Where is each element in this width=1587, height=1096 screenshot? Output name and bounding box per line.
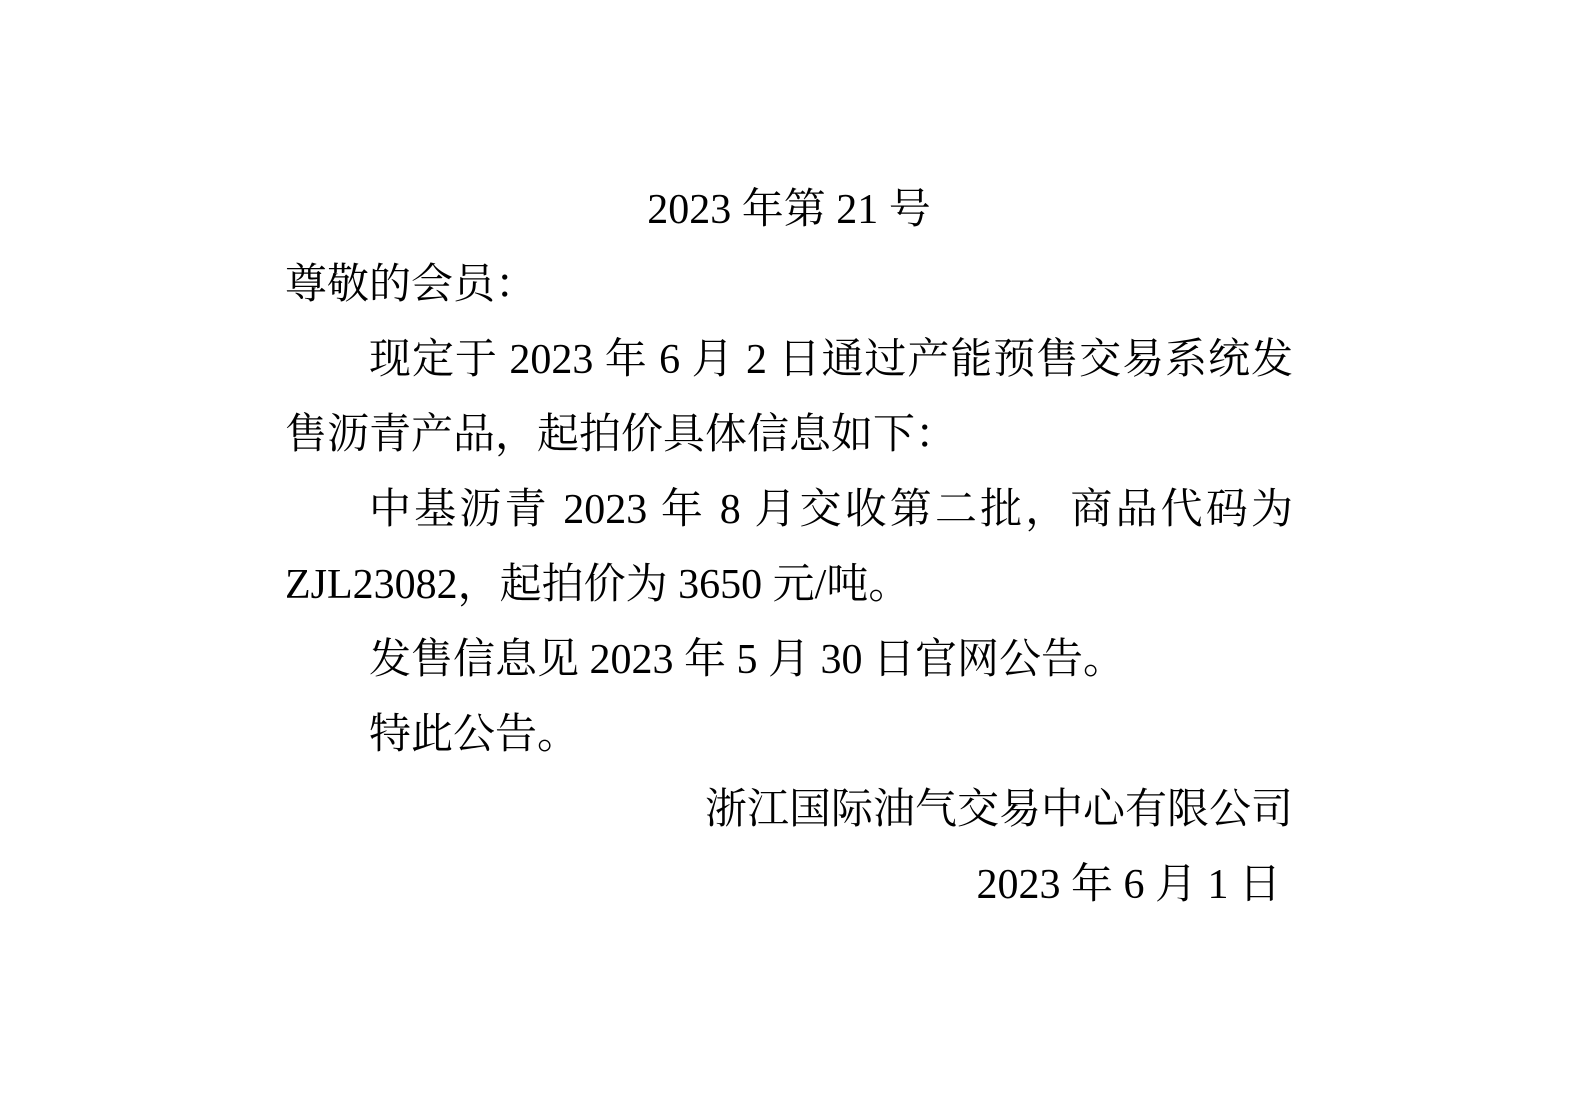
notice-number: 2023 年第 21 号 bbox=[647, 187, 931, 233]
signature-company: 浙江国际油气交易中心有限公司 bbox=[704, 787, 1293, 833]
paragraph2-line1: 中基沥青 2023 年 8 月交收第二批，商品代码为 bbox=[369, 487, 1293, 533]
paragraph1-line1: 现定于 2023 年 6 月 2 日通过产能预售交易系统发 bbox=[369, 337, 1293, 383]
paragraph1-line2: 售沥青产品，起拍价具体信息如下： bbox=[285, 412, 958, 458]
salutation: 尊敬的会员： bbox=[285, 262, 538, 308]
paragraph4: 特此公告。 bbox=[369, 712, 580, 758]
signature-date: 2023 年 6 月 1 日 bbox=[976, 862, 1281, 908]
paragraph3: 发售信息见 2023 年 5 月 30 日官网公告。 bbox=[369, 637, 1126, 683]
paragraph2-line2: ZJL23082，起拍价为 3650 元/吨。 bbox=[285, 562, 911, 608]
